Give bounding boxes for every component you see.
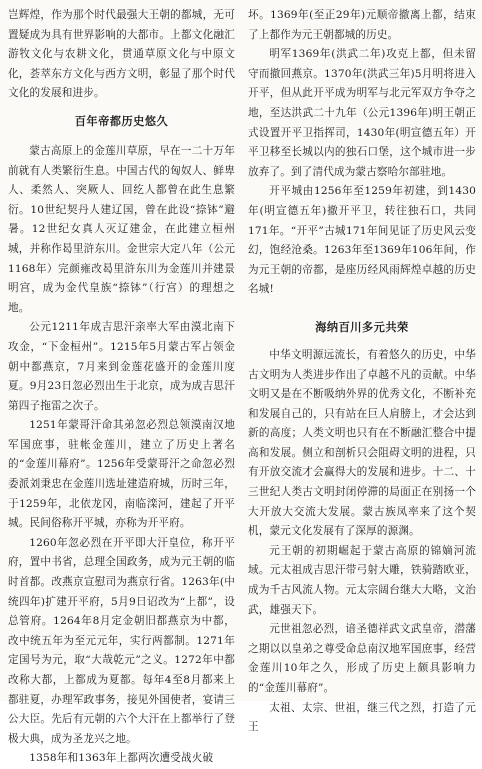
body-paragraph: 元世祖忽必烈，谙圣德祥武文武皇帝，潜藩之期以以皇弟之尊受命总南汉地军国庶事，经营金莲川10年之久，形成了历史上颇具影响力的“金莲川幕府”。 xyxy=(248,623,476,694)
body-paragraph: 1251年蒙哥汗命其弟忽必烈总领漠南汉地军国庶事，驻帐金莲川，建立了历史上著名的“金莲川幕府”。1256年受蒙哥汗之命忽必烈委派刘秉忠在金莲川选址建造府城，历时三年，于1259年，北依龙冈，南临滦河，建起了开平城。民间俗称开平城，亦称为开平府。 xyxy=(8,419,235,530)
section-title: 海纳百川多元共荣 xyxy=(315,320,409,334)
body-paragraph: 开平城由1256年至1259年初建，到1430年(明宣德五年)撤开平卫，转往独石口，共同171年。“开平”古城171年间见证了历史风云变幻，饱经沧桑。1263年至1369年106年间，作为元王朝的帝都，是座历经风雨辉煌卓越的历史名城! xyxy=(248,185,476,296)
left-column xyxy=(8,6,235,769)
body-paragraph: 太祖、太宗、世祖，继三代之烈，打造了元王 xyxy=(248,701,476,734)
right-column xyxy=(248,6,476,738)
body-paragraph: 中华文明源远流长，有着悠久的历史，中华古文明为人类进步作出了卓越不凡的贡献。中华文明又是在不断吸纳外界的优秀文化，不断补充和发展自己的，只有站在巨人肩膀上，才会达到新的高度；人类文明也只有在不断融汇整合中提高和发展。侧立和剖析只会阻碍文明的进程，只有开放交流才会赢得大的发展和进步。十二、十三世纪人类古文明封闭停滞的局面正在别扬一个大开放大交流大发展。蒙古族凤率来了这个契机，蒙元文化发展有了深厚的源渊。 xyxy=(248,348,476,538)
continued-paragraph: 岂辉煌，作为那个时代最强大王朝的都城，无可置疑成为具有世界影响的大都市。上都文化融汇游牧文化与农耕文化，贯通草原文化与中原文化，荟萃东方文化与西方文明，彰显了那个时代文化的发展和进步。 xyxy=(8,9,235,100)
body-paragraph: 公元1211年成吉思汗亲率大军由漠北南下攻金，“下金桓州”。1215年5月蒙古军占领金朝中都燕京，7月来到金莲花盛开的金莲川度夏。9月23日忽必烈出生于北京，成为成吉思汗第四子拖雷之次子。 xyxy=(8,321,235,412)
body-paragraph: 蒙古高原上的金莲川草原，早在一二十万年前就有人类繁衍生息。中国古代的匈奴人、鲜卑人、柔然人、突厥人、回纥人都曾在此生息繁衍。10世纪契丹人建辽国，曾在此设“捺钵”避暑。12世纪女真人灭辽建金，在此建立桓州城，并称作曷里浒东川。金世宗大定八年（公元1168年）完颜雍改曷里浒东川为金莲川并建景明宫，成为金代皇族“捺钵”（行宫）的理想之地。 xyxy=(8,144,235,314)
body-paragraph: 元王朝的初期崛起于蒙古高原的锦嫡河流域。元太祖成吉思汗带弓射大雕，铁骑踏欧亚，成为千古风流人物。元太宗阔台继大大略，文治武，雄强天下。 xyxy=(248,544,476,616)
body-paragraph: 1358年和1363年上都两次遭受战火破 xyxy=(29,752,214,765)
section-title: 百年帝都历史悠久 xyxy=(74,114,169,128)
body-paragraph: 明军1369年(洪武二年)攻克上都，但未留守而撤回燕京。1370年(洪武三年)5月明将进入开平，但从此开平成为明军与北元军双方争夺之地，至达洪武二十九年（公元1396年)明王朝正式设置开平卫指挥司，1430年(明宣德五年）开平卫移至长城以内的独石口堡，这个城市进一步放弃了。到了清代成为蒙古察哈尔部驻地。 xyxy=(248,48,476,178)
body-paragraph: 1260年忽必烈在开平即大汗皇位，称开平府，置中书省，总理全国政务，成为元王朝的临时首都。改燕京宣慰司为燕京行省。1263年(中统四年)扩建开平府，5月9日诏改为“上都”，设总管府。1264年8月定金朝旧都燕京为中都，改中统五年为至元元年，实行两都制。1271年定国号为元，取“大哉乾元”之义。1272年中都改称大都，上都成为夏都。每年4至8月都来上都驻夏，办理军政事务，接见外国使者，宴请三公大臣。先后有元朝的六个大汗在上都举行了登极大典，成为圣龙兴之地。 xyxy=(8,536,235,745)
continued-paragraph: 坏。1369年(至正29年)元顺帝撤离上都，结束了上都作为元王朝都城的历史。 xyxy=(248,9,476,41)
